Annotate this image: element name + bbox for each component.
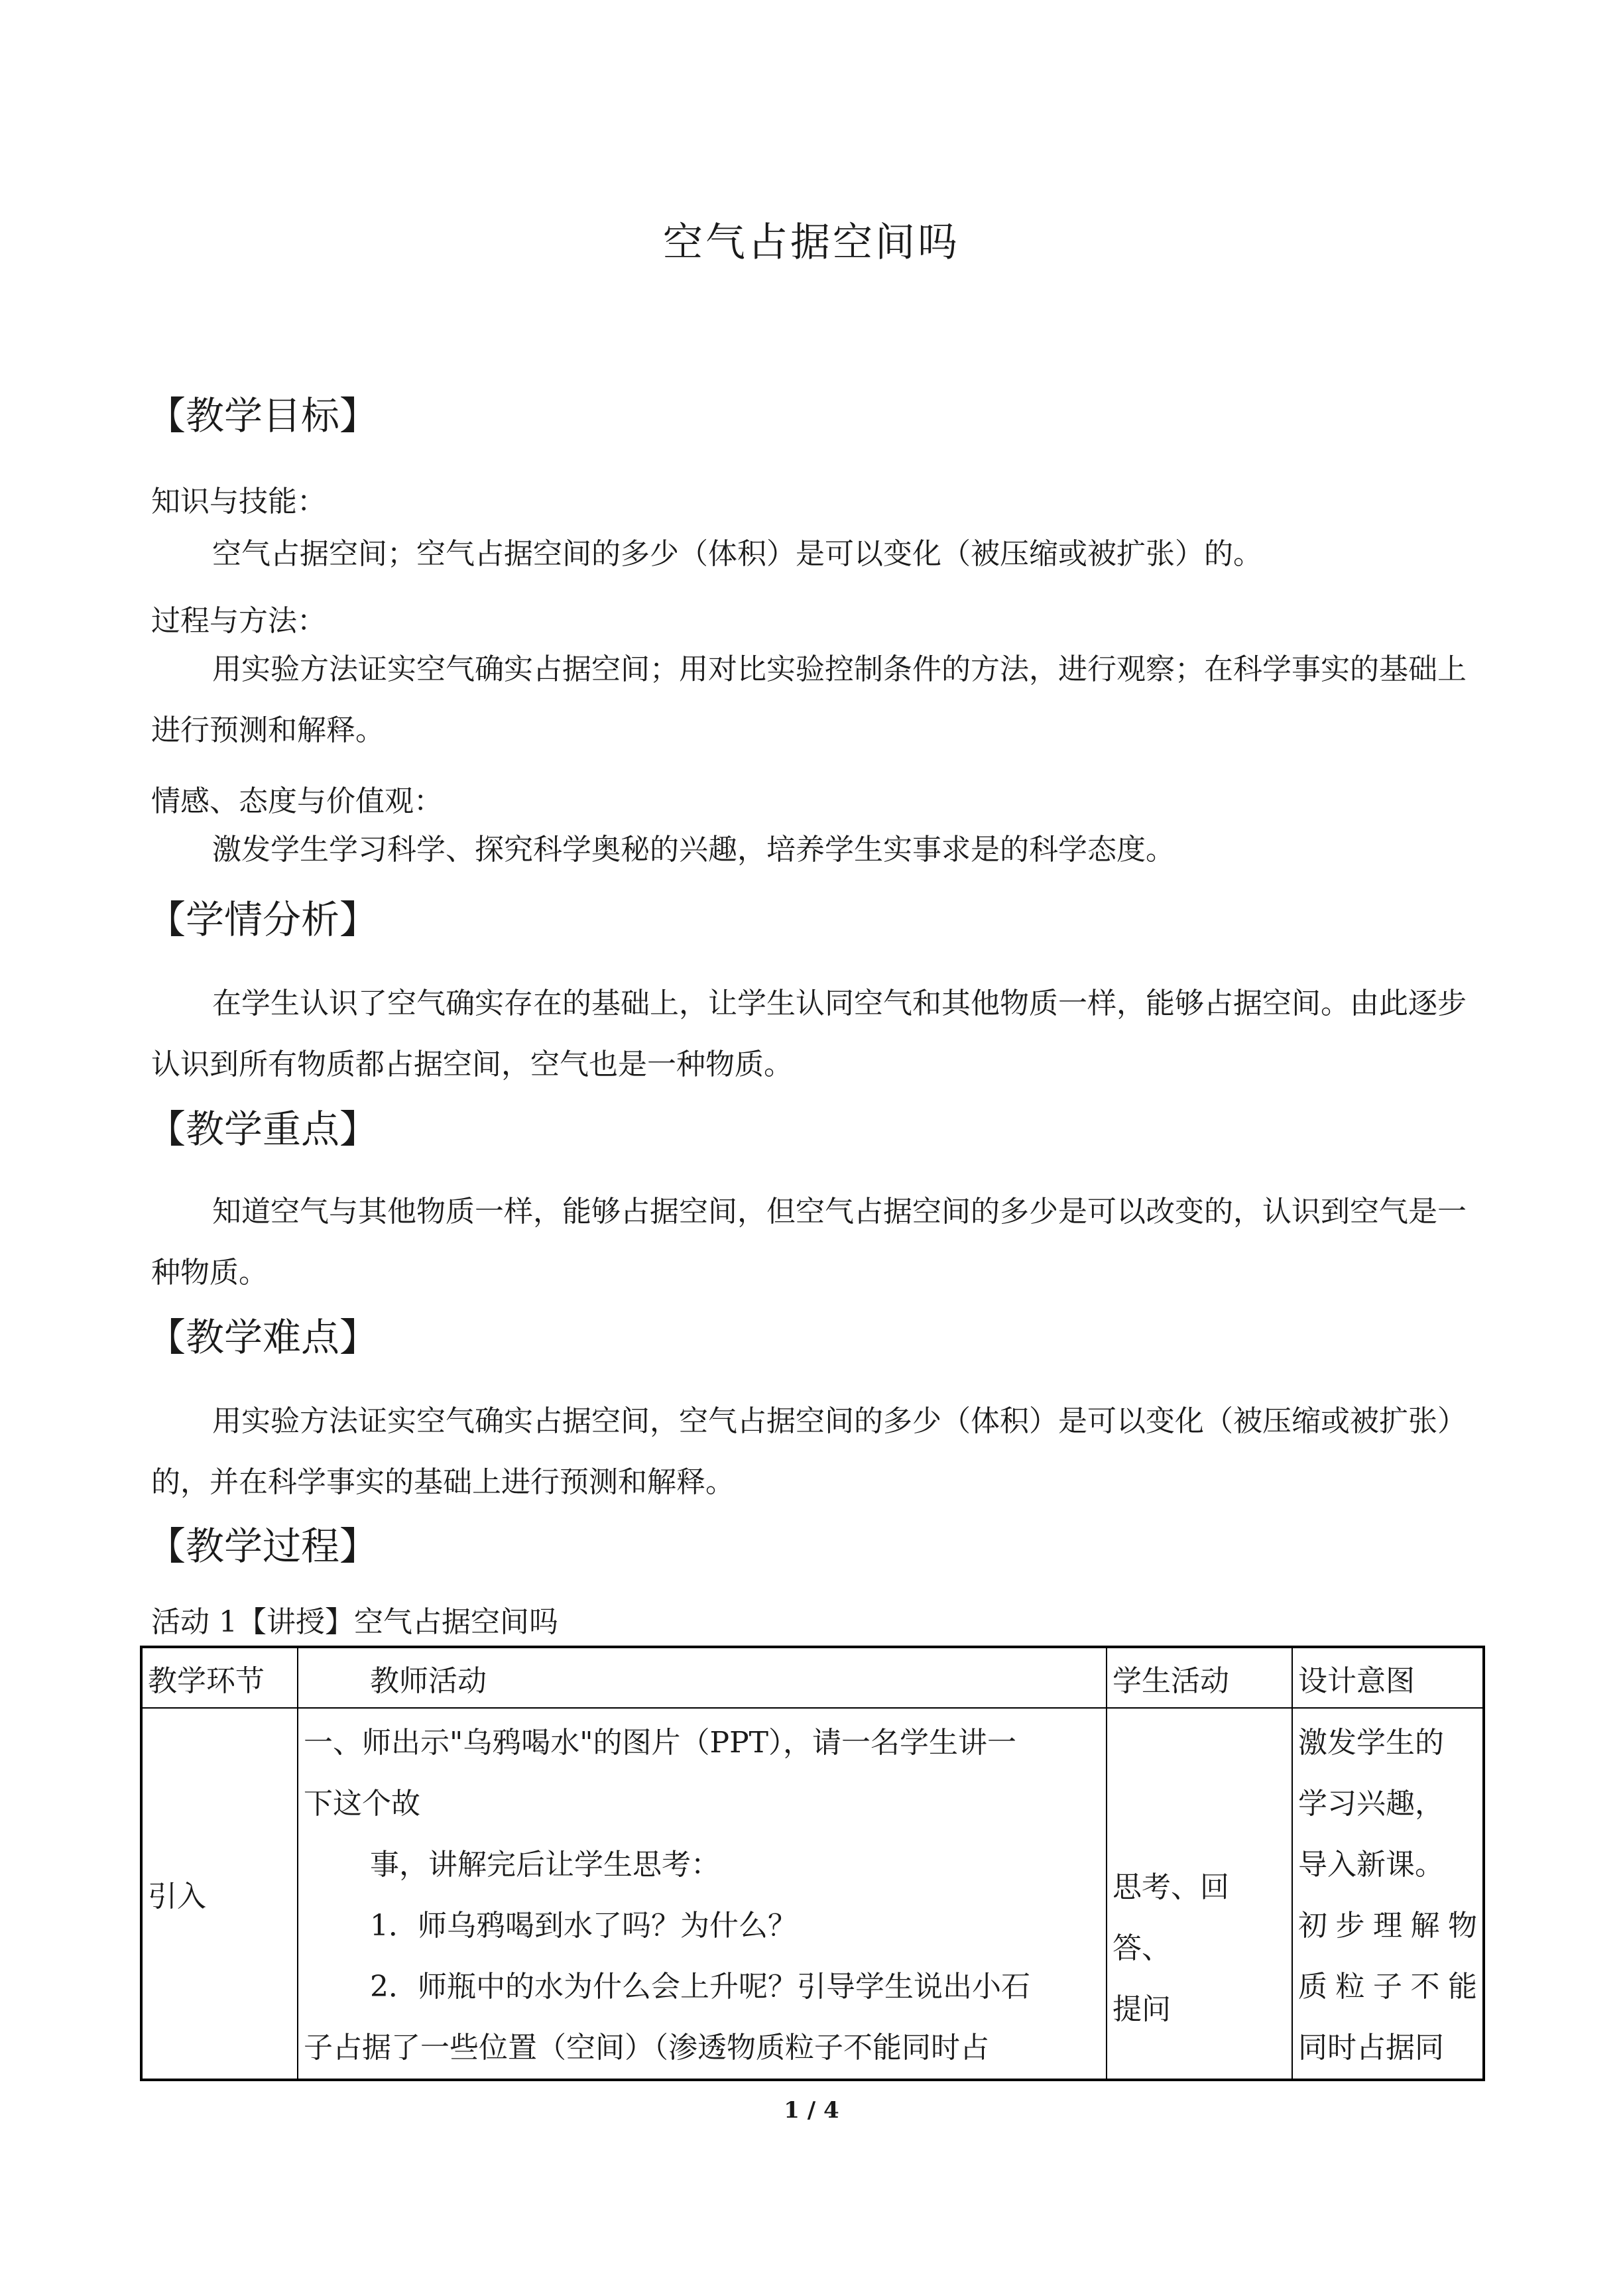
intent-line: 同时占据同	[1298, 2031, 1444, 2065]
teacher-line: 子占据了一些位置（空间）（渗透物质粒子不能同时占	[304, 2031, 989, 2065]
page-number: 1 / 4	[784, 2097, 839, 2124]
design-intent-cell	[1292, 1708, 1484, 2080]
method-label: 过程与方法：	[151, 604, 326, 638]
document-title: 空气占据空间吗	[663, 219, 960, 266]
section-heading-analysis: 【学情分析】	[147, 897, 379, 942]
attitude-text: 激发学生学习科学、探究科学奥秘的兴趣，培养学生实事求是的科学态度。	[212, 833, 1175, 867]
teacher-line: 下这个故	[304, 1787, 420, 1821]
student-line: 思考、回答、	[1112, 1870, 1229, 1965]
student-activity-cell	[1107, 1708, 1292, 2080]
knowledge-text: 空气占据空间；空气占据空间的多少（体积）是可以变化（被压缩或被扩张）的。	[212, 537, 1262, 571]
intent-line: 初步理解物	[1298, 1909, 1477, 1943]
section-heading-key-points: 【教学重点】	[147, 1107, 379, 1152]
teacher-line: 2．师瓶中的水为什么会上升呢？引导学生说出小石	[370, 1970, 1030, 2004]
teacher-activity-cell	[298, 1708, 1107, 2080]
header-stage: 教学环节	[141, 1647, 298, 1708]
attitude-label: 情感、态度与价值观：	[151, 784, 443, 818]
intent-line: 学习兴趣，	[1298, 1787, 1444, 1821]
intent-line: 质粒子不能	[1298, 1970, 1477, 2004]
header-teacher: 教师活动	[298, 1647, 1107, 1708]
section-heading-difficulties: 【教学难点】	[147, 1315, 379, 1360]
intent-line: 激发学生的	[1298, 1726, 1444, 1760]
knowledge-label: 知识与技能：	[151, 485, 326, 518]
intent-line: 导入新课。	[1298, 1848, 1444, 1882]
header-intent: 设计意图	[1292, 1647, 1484, 1708]
activity-title: 活动 1【讲授】空气占据空间吗	[151, 1605, 558, 1639]
analysis-text: 在学生认识了空气确实存在的基础上，让学生认同空气和其他物质一样，能够占据空间。由此逐步认识到所有物质都占据空间，空气也是一种物质。	[151, 987, 1467, 1081]
key-points-text: 知道空气与其他物质一样，能够占据空间，但空气占据空间的多少是可以改变的，认识到空气是一种物质。	[151, 1195, 1467, 1290]
teacher-line: 1．师乌鸦喝到水了吗？为什么？	[370, 1909, 797, 1943]
teacher-line: 事，讲解完后让学生思考：	[370, 1848, 720, 1882]
stage-cell: 引入	[141, 1708, 298, 2080]
section-heading-process: 【教学过程】	[147, 1524, 379, 1569]
table-header-row	[141, 1647, 1484, 1708]
teacher-line: 一、师出示"乌鸦喝水"的图片（PPT），请一名学生讲一	[304, 1726, 1017, 1760]
process-table	[140, 1646, 1485, 2081]
student-line: 提问	[1112, 1992, 1171, 2026]
method-text: 用实验方法证实空气确实占据空间；用对比实验控制条件的方法，进行观察；在科学事实的基础上进行预测和解释。	[151, 652, 1467, 747]
section-heading-objectives: 【教学目标】	[147, 393, 379, 438]
header-student: 学生活动	[1107, 1647, 1292, 1708]
table-row	[141, 1708, 1484, 2080]
difficulties-text: 用实验方法证实空气确实占据空间，空气占据空间的多少（体积）是可以变化（被压缩或被扩张）的，并在科学事实的基础上进行预测和解释。	[151, 1404, 1467, 1499]
